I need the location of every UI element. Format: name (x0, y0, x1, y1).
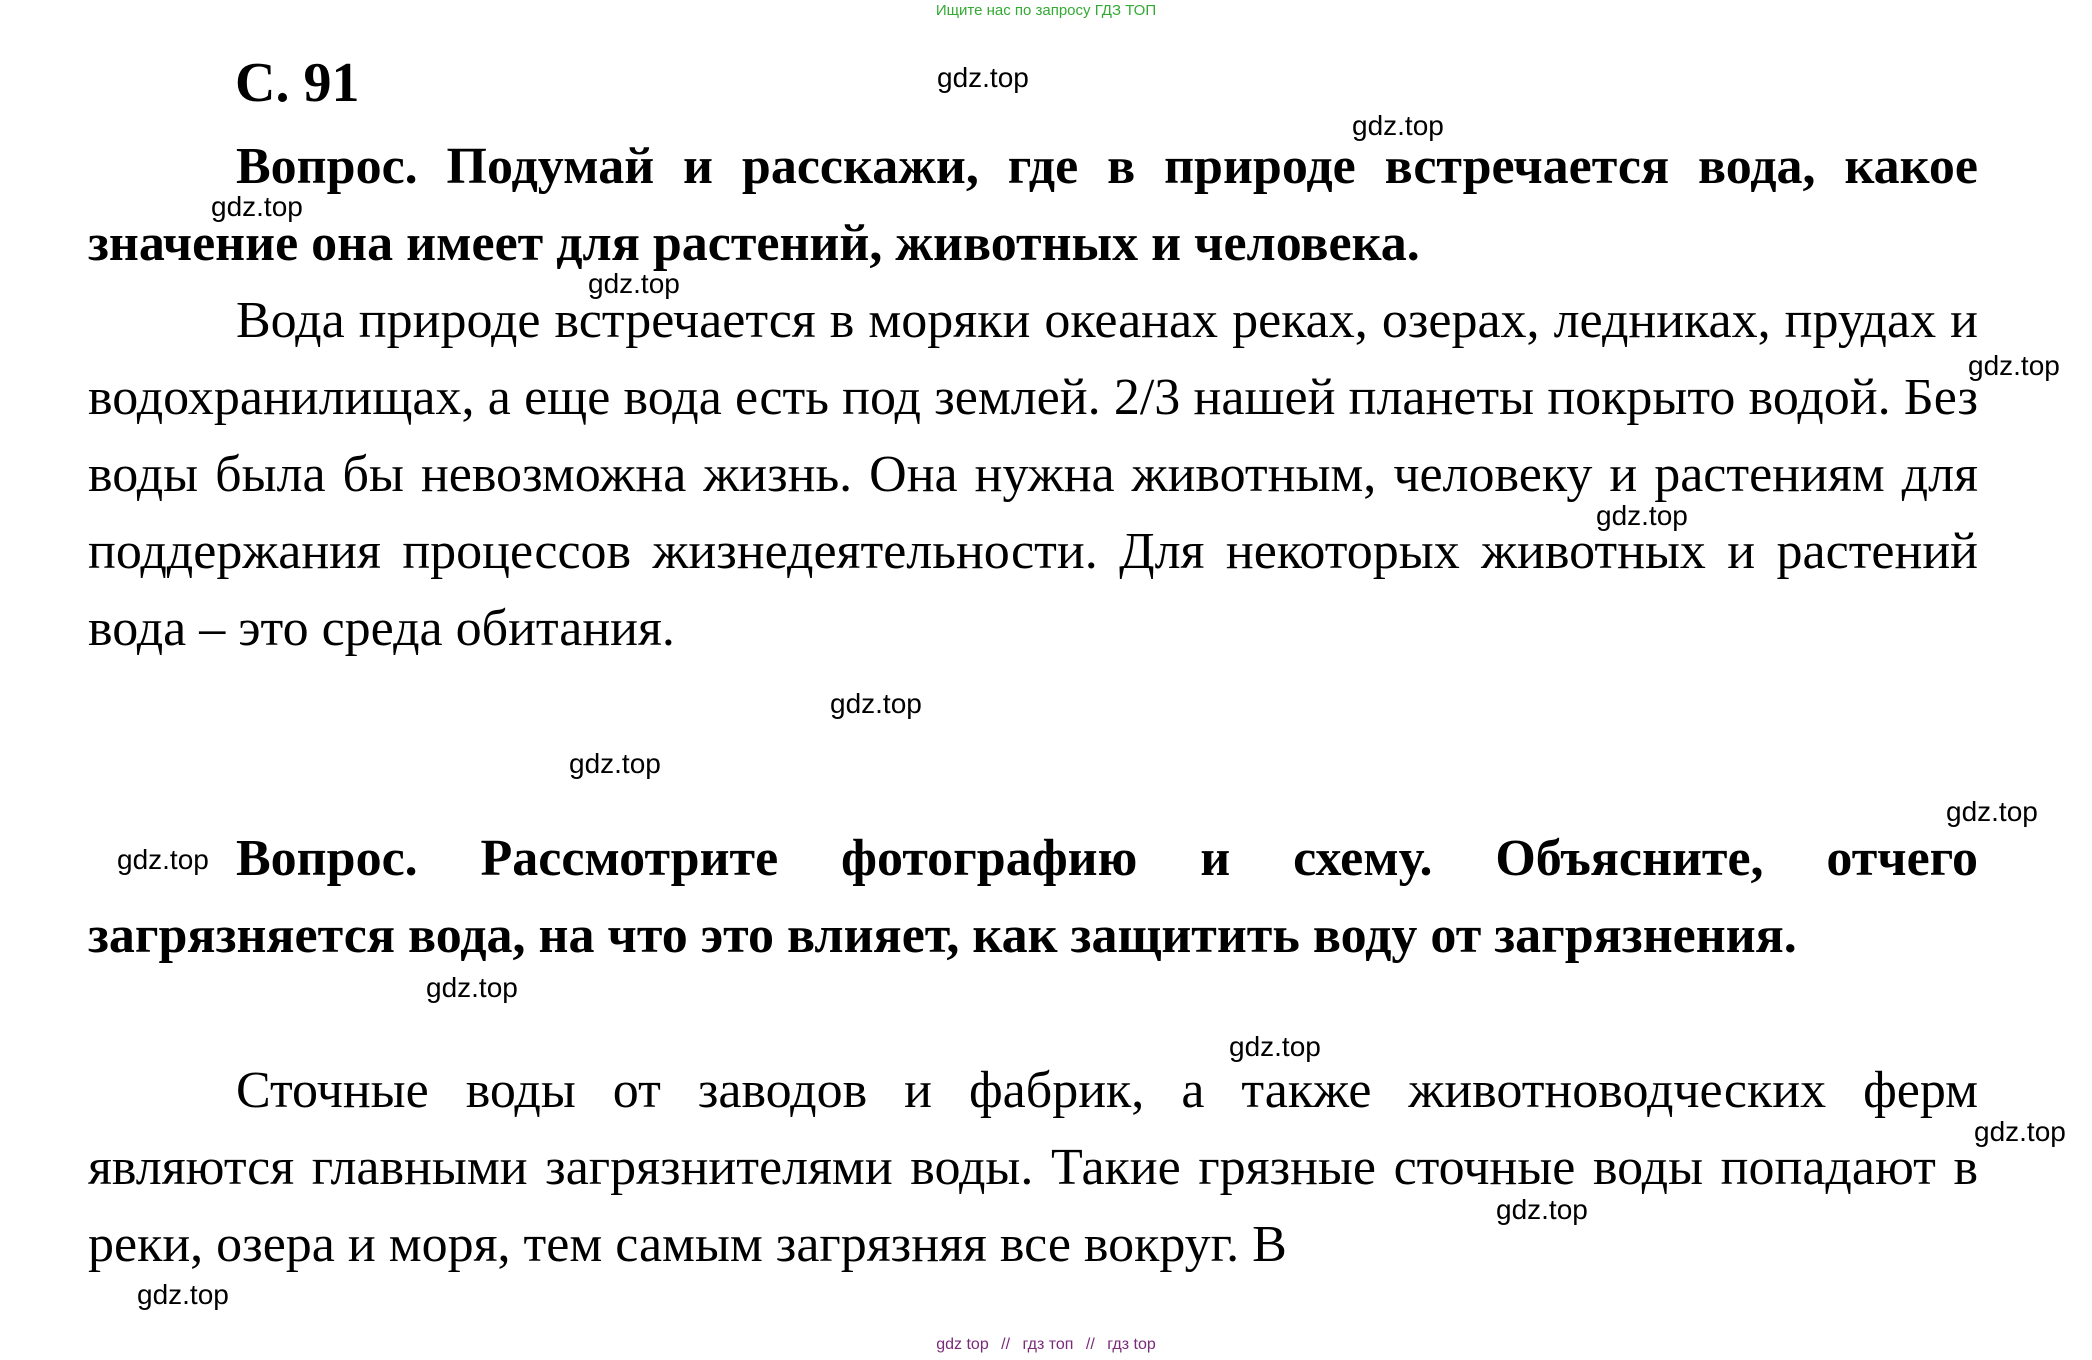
watermark: gdz.top (588, 268, 680, 299)
answer-1-text: Вода природе встречается в моряки океанах реках, озерах, ледниках, прудах и водохранилищах, а еще вода есть под землей. 2/3 нашей планеты покрыто водой. Без воды была бы невозможна жизнь. Она нужна животным, человеку и растениям для поддержания процессов жизнедеятельности. Для некоторых животных и растений вода – это среда обитания. (88, 292, 1978, 657)
footer-separator: // (1085, 1336, 1095, 1353)
footer-link-gdz-top[interactable]: gdz top (936, 1336, 989, 1353)
watermark: gdz.top (830, 688, 922, 719)
answer-1 (88, 282, 1978, 667)
watermark: gdz.top (426, 972, 518, 1003)
watermark: gdz.top (137, 1279, 229, 1310)
watermark: gdz.top (1974, 1116, 2066, 1147)
search-banner: Ищите нас по запросу ГДЗ ТОП (935, 2, 1157, 19)
page-number: С. 91 (235, 52, 360, 114)
watermark: gdz.top (1946, 796, 2038, 827)
watermark: gdz.top (937, 62, 1029, 93)
footer-separator: // (1001, 1336, 1011, 1353)
watermark: gdz.top (117, 844, 209, 875)
footer-link-gdz-top-ru[interactable]: гдз топ (1022, 1336, 1074, 1353)
footer-links (0, 1336, 2092, 1354)
watermark: gdz.top (211, 191, 303, 222)
watermark: gdz.top (1596, 500, 1688, 531)
question-2 (88, 820, 1978, 974)
question-1-text: Вопрос. Подумай и расскажи, где в природе встречается вода, какое значение она имеет для растений, животных и человека. (88, 138, 1978, 272)
watermark: gdz.top (569, 748, 661, 779)
watermark: gdz.top (1229, 1031, 1321, 1062)
answer-2-text: Сточные воды от заводов и фабрик, а также животноводческих ферм являются главными загрязнителями воды. Такие грязные сточные воды попадают в реки, озера и моря, тем самым загрязняя все вокруг. В (88, 1062, 1978, 1273)
question-1 (88, 128, 1978, 282)
watermark: gdz.top (1496, 1194, 1588, 1225)
watermark: gdz.top (1968, 350, 2060, 381)
watermark: gdz.top (1352, 110, 1444, 141)
footer-link-gdz-top-mixed[interactable]: гдз top (1107, 1336, 1156, 1353)
question-2-text: Вопрос. Рассмотрите фотографию и схему. Объясните, отчего загрязняется вода, на что это влияет, как защитить воду от загрязнения. (88, 830, 1978, 964)
answer-2 (88, 1052, 1978, 1283)
